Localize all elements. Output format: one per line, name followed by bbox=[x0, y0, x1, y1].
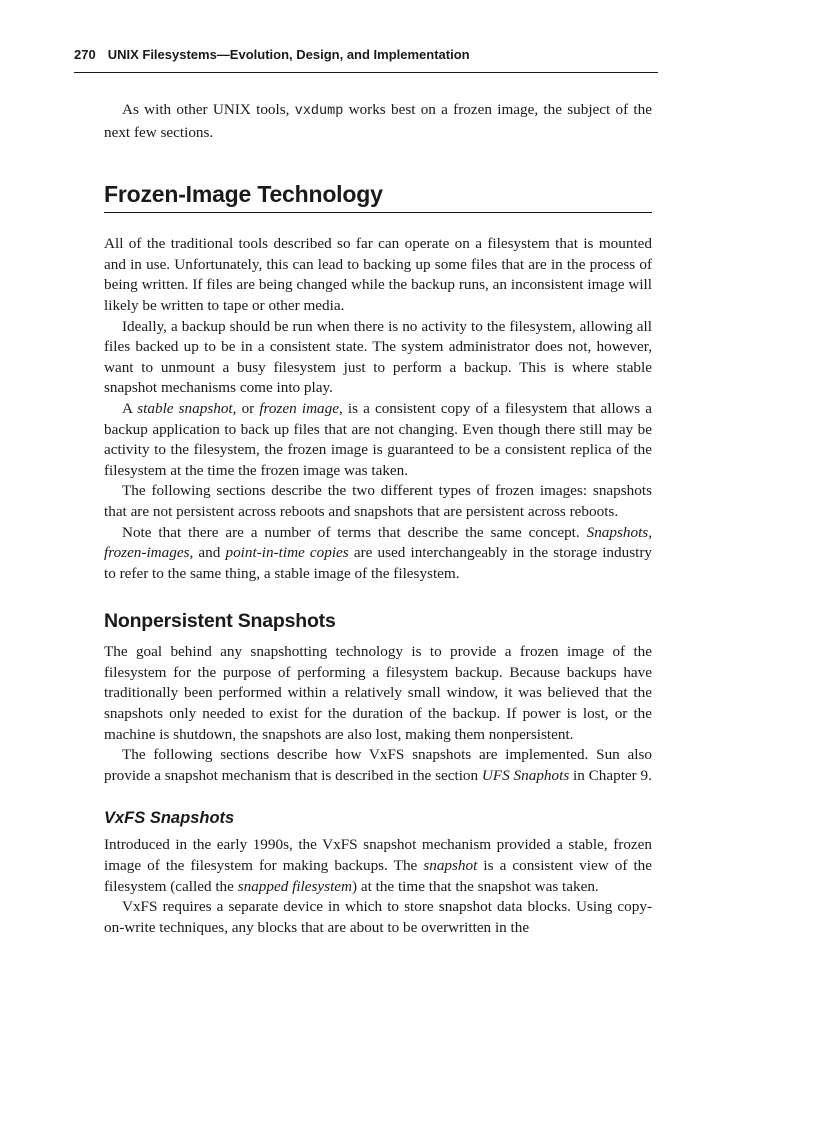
paragraph: The following sections describe the two different types of frozen images: snapshots that are not persistent across reboots and snapshots that are persistent across reboots. bbox=[104, 482, 652, 520]
section-heading-frozen-image: Frozen-Image Technology bbox=[104, 179, 652, 213]
paragraph: All of the traditional tools described so far can operate on a filesystem that is mounted and in use. Unfortunately, this can lead to backing up some files that are in the process of being written. If files are being changed while the backup runs, an inconsistent image will likely be written to tape or other media. bbox=[104, 235, 652, 314]
page-body bbox=[104, 100, 652, 938]
term-frozen-images: frozen-images, bbox=[104, 544, 194, 562]
paragraph: A stable snapshot, or frozen image, is a consistent copy of a filesystem that allows a backup application to back up files that are not changing. Even though there still may be activity to the filesystem, the frozen image is guaranteed to be a consistent replica of the filesystem at the time the frozen image was taken. bbox=[104, 399, 652, 479]
page-number: 270 bbox=[74, 47, 96, 62]
paragraph: The goal behind any snapshotting technology is to provide a frozen image of the filesystem for the purpose of performing a filesystem backup. Because backups have traditionally been performed within a relatively small window, it was believed that the snapshots only needed to exist for the duration of the backup. If power is lost, or the machine is shutdown, the snapshots are also lost, making them nonpersistent. bbox=[104, 643, 652, 743]
paragraph: Introduced in the early 1990s, the VxFS snapshot mechanism provided a stable, frozen image of the filesystem for making backups. The snapshot is a consistent view of the filesystem (called the snapped filesystem) at the time that the snapshot was taken. bbox=[104, 836, 652, 895]
paragraph: Note that there are a number of terms that describe the same concept. Snapshots, frozen-images, and point-in-time copies are used interchangeably in the storage industry to refer to the same thing, a stable image of the filesystem. bbox=[104, 523, 652, 582]
term-snapshots: Snapshots bbox=[586, 523, 649, 541]
vxdump-command: vxdump bbox=[294, 104, 344, 119]
intro-paragraph: As with other UNIX tools, vxdump works best on a frozen image, the subject of the next few sections. bbox=[104, 101, 652, 141]
paragraph: Ideally, a backup should be run when there is no activity to the filesystem, allowing all files backed up to be in a consistent state. The system administrator does not, however, want to unmount a busy filesystem just to perform a backup. This is where stable snapshot mechanisms come into play. bbox=[104, 317, 652, 397]
section-heading-nonpersistent-snapshots: Nonpersistent Snapshots bbox=[104, 610, 336, 633]
term-frozen-image: frozen image bbox=[259, 399, 339, 417]
term-ufs-snapshots: UFS Snaphots bbox=[481, 766, 570, 784]
running-title: UNIX Filesystems—Evolution, Design, and Implementation bbox=[107, 47, 470, 62]
paragraph: The following sections describe how VxFS snapshots are implemented. Sun also provide a snapshot mechanism that is described in the section UFS Snaphots in Chapter 9. bbox=[104, 746, 652, 784]
term-stable-snapshot: stable snapshot bbox=[137, 399, 233, 417]
running-header bbox=[74, 46, 658, 73]
term-snapshot: snapshot bbox=[423, 857, 478, 875]
term-snapped-filesystem: snapped filesystem bbox=[237, 877, 352, 895]
subsection-heading-vxfs-snapshots: VxFS Snapshots bbox=[104, 809, 235, 828]
paragraph: VxFS requires a separate device in which to store snapshot data blocks. Using copy-on-write techniques, any blocks that are about to be overwritten in the bbox=[104, 898, 652, 936]
term-point-in-time-copies: point-in-time copies bbox=[225, 544, 349, 562]
